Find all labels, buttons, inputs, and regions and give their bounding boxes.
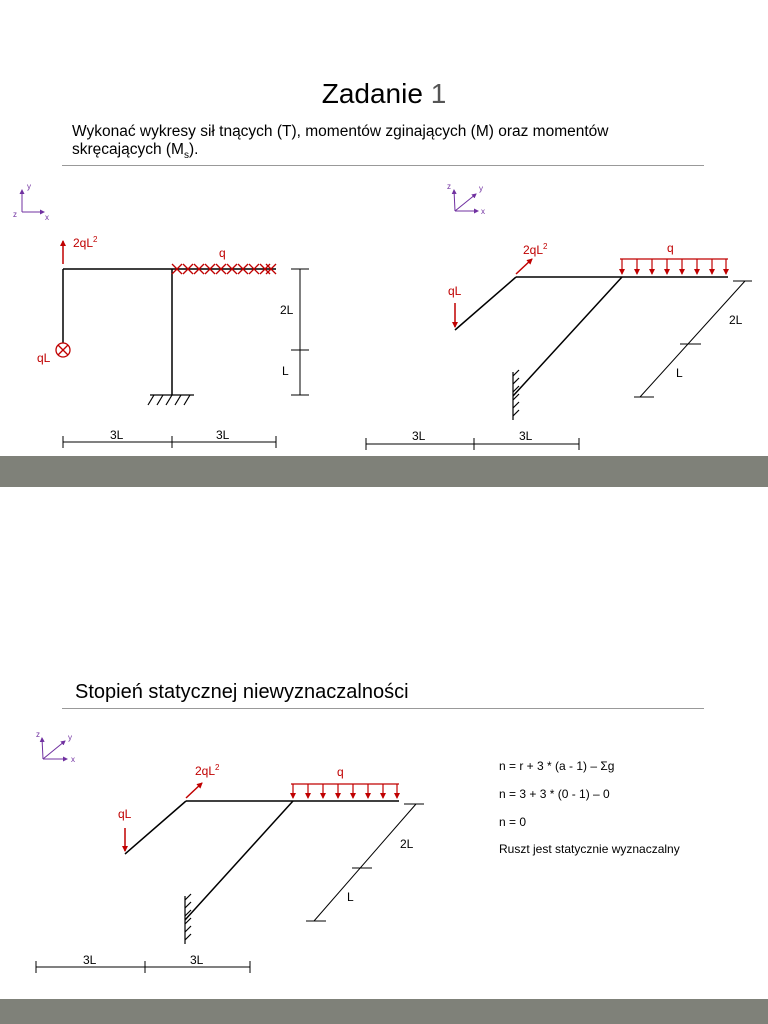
grid-diagram-1 [366, 182, 752, 450]
coordinate-axes-3d [454, 190, 478, 211]
grid-oblique-bar-main [185, 801, 293, 920]
section-title: Stopień statycznej niewyznaczalności [75, 681, 409, 703]
distributed-load-label: q [219, 246, 226, 260]
equation-1: n = r + 3 * (a - 1) – Σg [499, 759, 615, 773]
oblique-dimension [634, 281, 752, 397]
axis-y-label: y [68, 733, 72, 742]
equation-3: n = 0 [499, 815, 527, 829]
axis-x-label: x [71, 755, 75, 764]
task-text: Wykonać wykresy sił tnących (T), momentów zginających (M) oraz momentów skręcających (M [72, 123, 609, 158]
grid-oblique-bar-left [125, 801, 186, 854]
moment-label: $2qL^2$ [523, 242, 548, 257]
dim-2L-label: 2L [729, 313, 743, 327]
dim-3L-left: 3L [412, 429, 426, 443]
grid-diagram-2 [36, 730, 424, 973]
title-word: Zadanie [321, 78, 423, 109]
point-load-label: qL [118, 807, 132, 821]
dim-2L-label: 2L [280, 303, 294, 317]
axis-y-label: y [27, 182, 31, 191]
moment-arrow [516, 259, 532, 274]
dim-3L-right: 3L [519, 429, 533, 443]
axis-y-label: y [479, 184, 483, 193]
distributed-load-arrows [620, 259, 728, 274]
dim-L-label: L [347, 890, 354, 904]
grid-oblique-bar-left [455, 277, 516, 330]
conclusion-text: Ruszt jest statycznie wyznaczalny [499, 842, 680, 856]
point-load-label: qL [448, 284, 462, 298]
point-load-label: qL [37, 351, 51, 365]
dim-3L-left: 3L [83, 953, 97, 967]
axis-x-label: x [481, 207, 485, 216]
grid-oblique-bar-main [513, 277, 622, 396]
moment-label: $2qL^2$ [195, 763, 220, 778]
distributed-load-label: q [667, 241, 674, 255]
moment-label: $2qL^2$ [73, 235, 98, 250]
dim-L-label: L [282, 364, 289, 378]
frame-diagram-1 [13, 182, 309, 448]
oblique-dimension [306, 804, 424, 921]
task-subscript: s [183, 150, 189, 162]
dim-3L-right: 3L [216, 428, 230, 442]
horizontal-dimension-1 [63, 436, 276, 448]
axis-x-label: x [45, 213, 49, 222]
axis-z-label: z [13, 210, 17, 219]
title-number: 1 [430, 78, 447, 109]
axis-z-label: z [36, 730, 40, 739]
vertical-dimension [291, 269, 309, 395]
dim-2L-label: 2L [400, 837, 414, 851]
axis-z-label: z [447, 182, 451, 191]
dim-3L-right: 3L [190, 953, 204, 967]
dim-3L-left: 3L [110, 428, 124, 442]
distributed-load-label: q [337, 765, 344, 779]
point-load-into-page [56, 343, 70, 357]
equation-2: n = 3 + 3 * (0 - 1) – 0 [499, 787, 610, 801]
coordinate-axes-2d [22, 190, 44, 212]
fixed-support-1 [148, 395, 194, 405]
distributed-load-arrows [291, 784, 399, 798]
dim-L-label: L [676, 366, 683, 380]
horizontal-dimension-3 [36, 961, 250, 973]
task-text-end: ). [188, 141, 199, 158]
coordinate-axes-3d [42, 738, 67, 759]
horizontal-dimension-2 [366, 438, 579, 450]
moment-arrow [186, 783, 202, 798]
